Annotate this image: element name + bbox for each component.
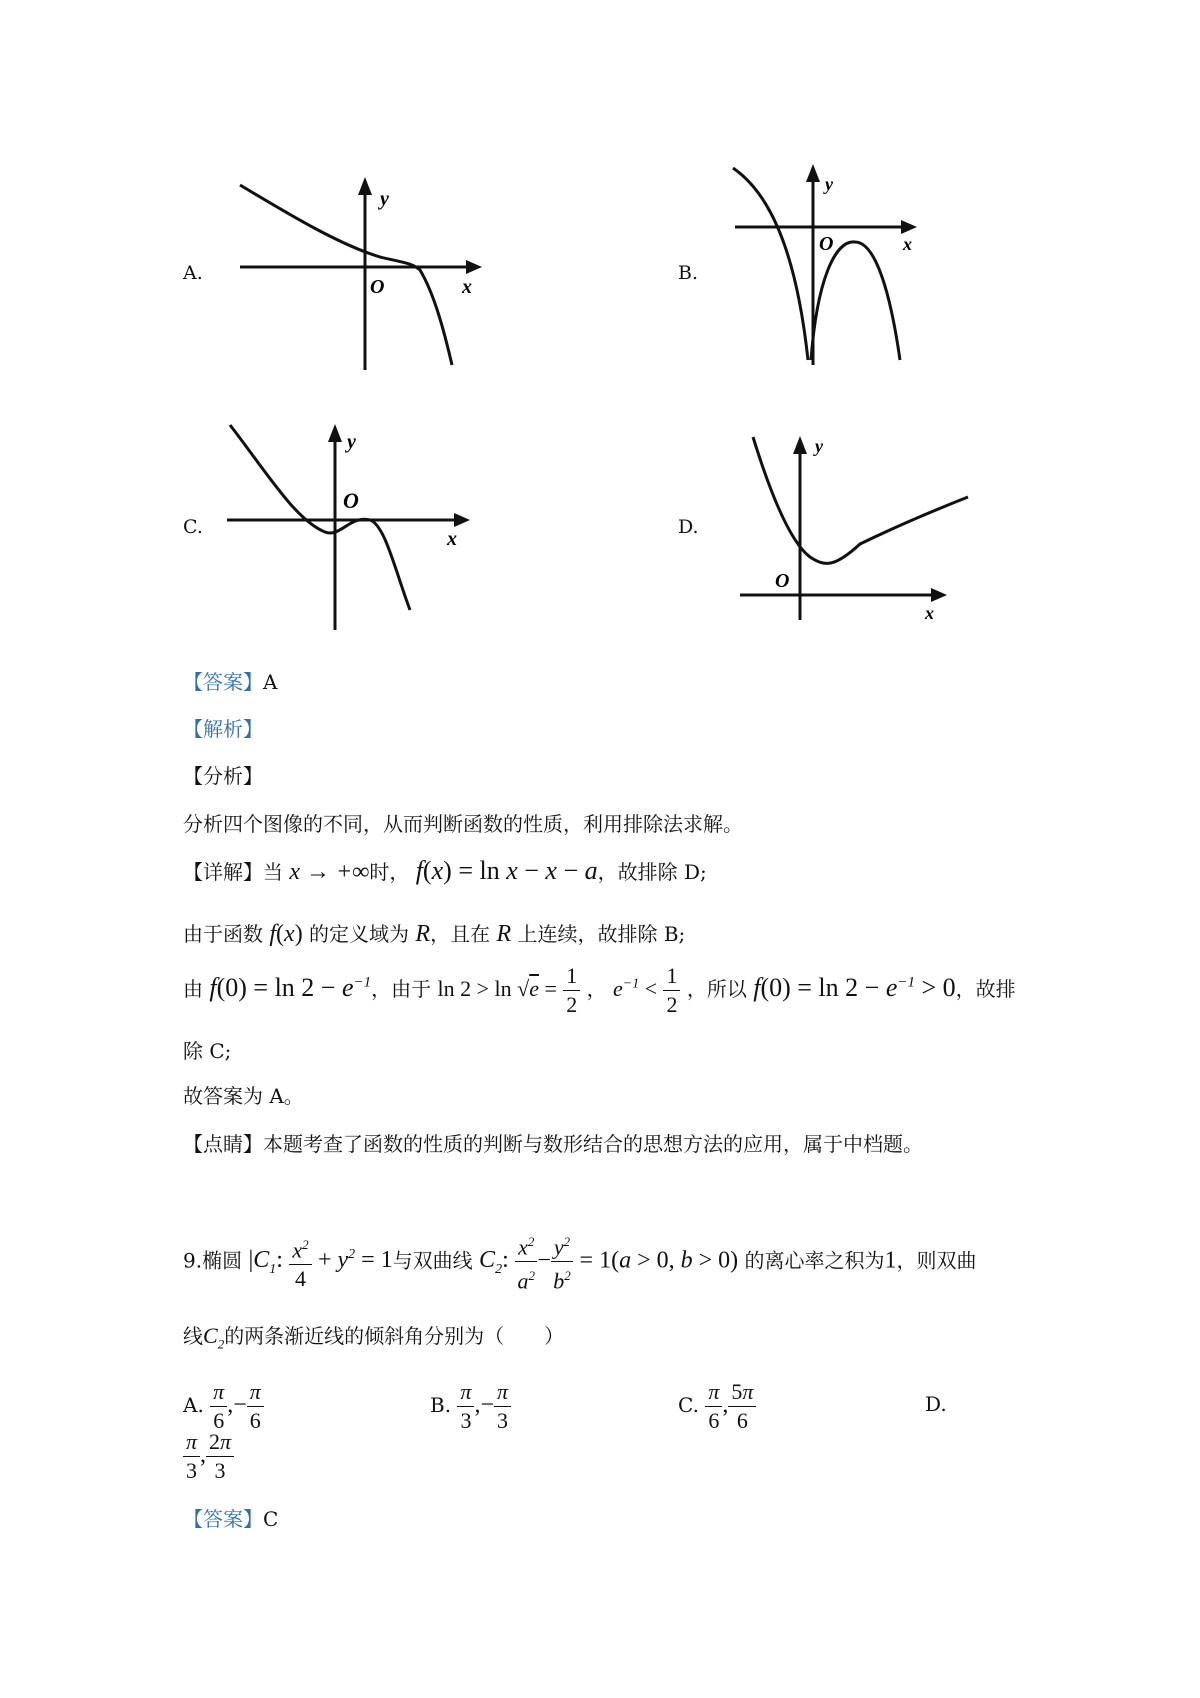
graph-c-y-label: y [347,431,356,453]
q8-detail-line-3 [183,962,1016,1019]
q8-detail-tag: 【详解】 [183,860,263,884]
q8-fenxi-text: 分析四个图像的不同，从而判断函数的性质，利用排除法求解。 [183,812,743,836]
q9-option-d: $\frac{\pi}{3}$ , $\frac{2\pi}{3}$ [183,1428,234,1485]
q8-f0-positive: $f(0) = \ln 2 - e^{-1} > 0$ [753,973,956,1002]
graph-c [225,420,475,635]
q9-answer-tag: 【答案】 [183,1507,263,1531]
q9-d-frac2: $\frac{2\pi}{3}$ [206,1428,234,1485]
graph-d [735,432,975,624]
q9-s5: 线 [183,1324,203,1348]
q8-half-2: $\frac{1}{2}$ [663,962,680,1019]
option-b-label: B. [678,262,699,284]
q9-option-c-label: C. [678,1393,699,1417]
q9-hyper-condition: = 1(a > 0, b > 0) [579,1247,739,1274]
q9-s1: 椭圆 [202,1248,243,1273]
q8-dianjing-text: 本题考查了函数的性质的判断与数形结合的思想方法的应用，属于中档题。 [263,1132,923,1156]
q8-analysis-tag: 【解析】 [183,717,263,741]
q8-detail-2a: 由于函数 [183,922,263,946]
graph-b-y-label: y [825,174,833,194]
q9-stem-line-1: 9.椭圆 $|C_1$: $\frac{x^2}{4}$ + $y^2 = 1$与双曲线 $C_2$: $\frac{x^2}{a^2}$ − $\frac{y^2}{b^2}$ = 1(a > 0, b > 0) 的离心率之积为1，则双曲 [183,1228,977,1296]
q8-ln-compare: ln 2 > ln √e = [437,976,557,1001]
q9-a-frac2: $\frac{\pi}{6}$ [247,1378,264,1435]
graph-a-origin-label: O [370,276,385,298]
q8-detail-1a: 当 [263,860,283,884]
q8-detail-line-1 [183,856,707,886]
q8-domain-r: R [415,921,431,947]
q9-product-one: 1 [884,1247,897,1274]
q8-detail-1b: 时， [369,860,410,884]
q9-option-b: B. $\frac{\pi}{3}$ ,− $\frac{\pi}{3}$ [430,1378,511,1435]
q8-e-inverse: $e^{-1}$ < [612,976,658,1001]
graph-a-x-label: x [462,276,472,298]
q8-detail-2b: 的定义域为 [309,922,410,946]
q9-option-a: A. $\frac{\pi}{6}$ ,− $\frac{\pi}{6}$ [183,1378,264,1435]
q9-number: 9. [183,1248,203,1273]
q9-c2: $C_2$ [203,1323,225,1352]
q9-option-c: C. $\frac{\pi}{6}$ , $\frac{5\pi}{6}$ [678,1378,756,1435]
q8-detail-3b: ，由于 [371,977,432,1001]
q9-option-b-label: B. [430,1393,452,1417]
graph-b [725,160,945,370]
q9-c-frac2: $\frac{5\pi}{6}$ [728,1378,756,1435]
graph-b-x-label: x [903,234,912,254]
option-a-label: A. [183,262,203,284]
q9-s4: ，则双曲 [896,1248,977,1273]
q8-conclusion: 故答案为 A。 [183,1084,304,1108]
q9-hyper-frac-y: $\frac{y^2}{b^2}$ [551,1228,573,1296]
q8-dianjing-line [183,1128,923,1157]
q8-f0-expr: $f(0) = \ln 2 - e^{-1}$ [209,973,372,1002]
q8-detail-1c: ，故排除 D; [597,860,707,884]
q9-s6: 的两条渐近线的倾斜角分别为（ ） [224,1324,565,1348]
q8-dianjing-tag: 【点睛】 [183,1132,263,1156]
q8-fx: f(x) [269,921,303,947]
q8-function-expr: f(x) = ln x − x − a [415,856,598,885]
q9-d-frac1: $\frac{\pi}{3}$ [183,1428,200,1485]
q9-option-a-label: A. [183,1393,204,1417]
q9-stem-line-2 [183,1320,564,1352]
q9-ellipse-expr: $|C_1$: [248,1247,283,1278]
q8-detail-3d: ，所以 [686,977,747,1001]
q8-detail-2c: ，且在 [430,922,491,946]
q9-hyper-frac-x: $\frac{x^2}{a^2}$ [515,1228,537,1296]
option-d-label: D. [678,516,699,538]
graph-d-origin-label: O [775,570,790,592]
option-c-label: C. [183,516,203,538]
q9-answer-value: C [263,1507,279,1531]
q8-half-1: $\frac{1}{2}$ [563,962,580,1019]
q9-ellipse-rest: + $y^2 = 1$ [317,1247,393,1274]
q9-s3: 的离心率之积为 [744,1248,885,1273]
q8-fenxi-tag: 【分析】 [183,764,263,788]
q9-answer-line [183,1503,278,1532]
graph-d-y-label: y [815,436,823,456]
q8-detail-2d: 上连续，故排除 B; [517,922,686,946]
q9-c-frac1: $\frac{\pi}{6}$ [705,1378,722,1435]
graph-a [230,175,490,375]
q8-limit-expr: x → +∞ [289,859,370,885]
q8-detail-3c: ， [586,977,607,1001]
q8-detail-4: 除 C; [183,1039,232,1063]
q9-hyperbola-name: $C_2$: [479,1247,509,1278]
q9-option-d-label: D. [925,1392,947,1416]
q9-b-frac1: $\frac{\pi}{3}$ [457,1378,474,1435]
q9-b-frac2: $\frac{\pi}{3}$ [494,1378,511,1435]
q9-ellipse-frac: $\frac{x^2}{4}$ [289,1231,311,1293]
graph-c-origin-label: O [343,488,359,513]
q8-domain-r2: R [496,921,512,947]
q8-answer-value: A [263,670,278,694]
graph-b-origin-label: O [819,233,834,255]
q8-answer-tag: 【答案】 [183,670,263,694]
graph-c-x-label: x [447,528,457,550]
q9-a-frac1: $\frac{\pi}{6}$ [210,1378,227,1435]
q8-detail-3e: ，故排 [955,977,1016,1001]
q8-answer-line [183,666,277,695]
q8-detail-3a: 由 [183,977,203,1001]
q9-s2: 与双曲线 [392,1248,473,1273]
graph-d-x-label: x [925,603,934,623]
graph-a-y-label: y [380,188,389,210]
q8-detail-line-2 [183,918,685,948]
